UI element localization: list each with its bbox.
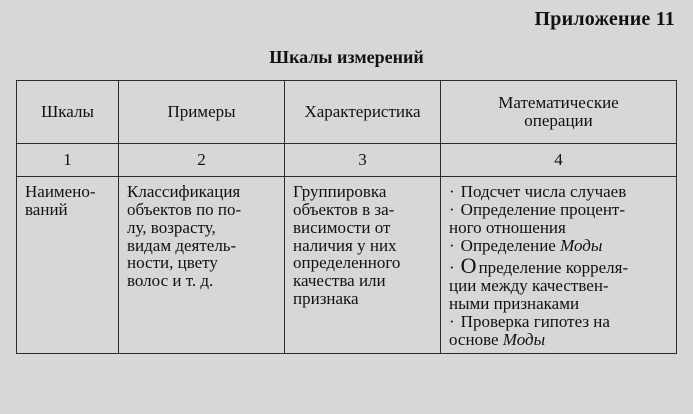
operation-continuation [449, 331, 670, 349]
operation-item-hypothesis [449, 313, 670, 331]
characteristic-line: признака [293, 289, 359, 309]
characteristic-line: качества или [293, 271, 386, 291]
examples-cell [119, 177, 285, 354]
table-row [17, 177, 677, 354]
operation-italic-text: Моды [502, 330, 546, 349]
bullet: · [449, 235, 455, 255]
scale-line: Наимено- [25, 182, 96, 201]
examples-line: видам деятель- [127, 235, 237, 255]
bullet: · [449, 199, 455, 219]
operation-text: пределение корреля- [478, 258, 629, 278]
characteristic-line: Группировка [293, 182, 387, 201]
measurement-scales-table [16, 80, 677, 354]
scale-cell [17, 177, 119, 354]
column-number-3: 3 [285, 144, 441, 177]
operation-continuation: ции между качествен- [449, 276, 609, 296]
operation-item-percent [449, 201, 670, 219]
operation-text: Подсчет числа случаев [460, 182, 627, 201]
header-row [17, 81, 677, 144]
characteristic-line: наличия у них [293, 235, 397, 255]
bullet: · [449, 258, 455, 278]
bullet: · [449, 182, 455, 201]
characteristic-line: определенного [293, 253, 401, 273]
operation-text: Определение [460, 235, 556, 255]
characteristic-cell [285, 177, 441, 354]
header-math-operations-line-2: операции [524, 111, 593, 130]
operation-continuation: ными признаками [449, 294, 580, 314]
characteristic-line: объектов в за- [293, 199, 395, 219]
operation-text: основе [449, 330, 499, 349]
header-math-operations-line-1: Математические [498, 93, 619, 113]
column-number-4: 4 [441, 144, 677, 177]
column-number-1: 1 [17, 144, 119, 177]
header-scales: Шкалы [17, 81, 119, 144]
examples-line: лу, возрасту, [127, 217, 216, 237]
examples-line: волос и т. д. [127, 271, 214, 291]
examples-line: Классификация [127, 182, 241, 201]
examples-line: ности, цвету [127, 253, 218, 273]
operation-item-mode [449, 237, 670, 255]
operation-item-correlation [449, 254, 670, 277]
header-characteristic: Характеристика [285, 81, 441, 144]
column-number-row [17, 144, 677, 177]
large-initial-letter: О [460, 253, 477, 279]
header-math-operations [441, 81, 677, 144]
operation-italic-text: Моды [560, 235, 603, 255]
header-examples: Примеры [119, 81, 285, 144]
examples-line: объектов по по- [127, 199, 242, 219]
table-title: Шкалы измерений [269, 47, 424, 67]
operation-continuation: ного отношения [449, 217, 566, 237]
appendix-label: Приложение 11 [534, 8, 675, 30]
characteristic-line: висимости от [293, 217, 391, 237]
scale-line: ваний [25, 199, 68, 219]
bullet: · [449, 312, 455, 332]
operation-text: Определение процент- [460, 199, 626, 219]
operation-item-count [449, 183, 670, 201]
column-number-2: 2 [119, 144, 285, 177]
operation-text: Проверка гипотез на [460, 312, 610, 332]
operations-cell [441, 177, 677, 354]
